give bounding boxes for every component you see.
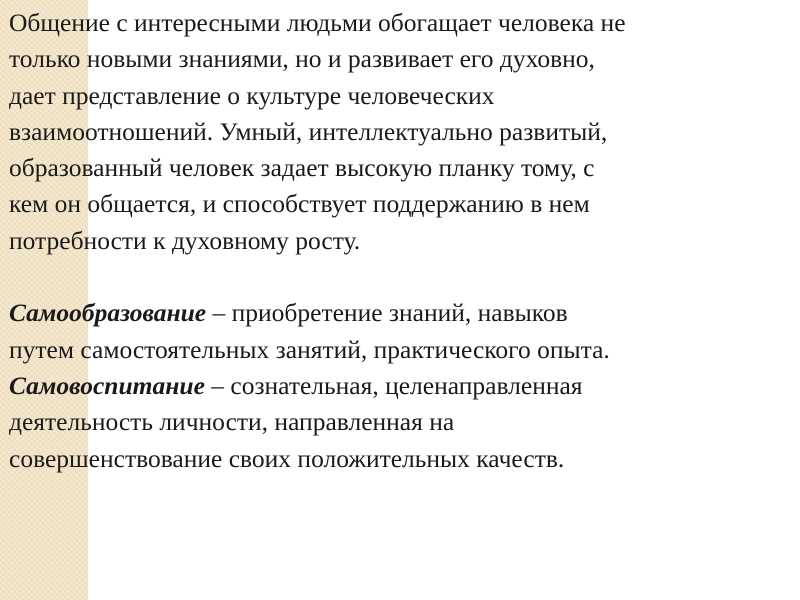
intro-paragraph [9, 5, 784, 259]
self-upbringing-term: Самовоспитание [9, 370, 205, 400]
self-upbringing-definition-text: – сознательная, целенаправленная [204, 370, 583, 400]
self-upbringing-line-2: деятельность личности, направленная на [9, 407, 455, 437]
paragraph-spacer [9, 259, 784, 295]
intro-line: взаимоотношений. Умный, интеллектуально развитый, [9, 116, 608, 146]
self-education-line-1 [9, 295, 784, 331]
intro-line: потребности к духовному росту. [9, 225, 361, 255]
intro-line: кем он общается, и способствует поддержанию в нем [9, 189, 590, 219]
self-upbringing-definition [9, 368, 784, 477]
self-upbringing-line-3: совершенствование своих положительных качеств. [9, 443, 565, 473]
self-education-line-2: путем самостоятельных занятий, практического опыта. [9, 334, 610, 364]
intro-line: Общение с интересными людьми обогащает человека не [9, 8, 626, 37]
intro-line: только новыми знаниями, но и развивает его духовно, [9, 44, 595, 74]
intro-line: дает представление о культуре человеческих [9, 80, 495, 110]
intro-line: образованный человек задает высокую планку тому, с [9, 153, 595, 183]
self-upbringing-line-1 [9, 368, 784, 404]
self-education-term: Самообразование [9, 298, 207, 328]
slide-text-body [9, 5, 784, 477]
self-education-definition [9, 295, 784, 368]
self-education-definition-text: – приобретение знаний, навыков [206, 298, 568, 328]
